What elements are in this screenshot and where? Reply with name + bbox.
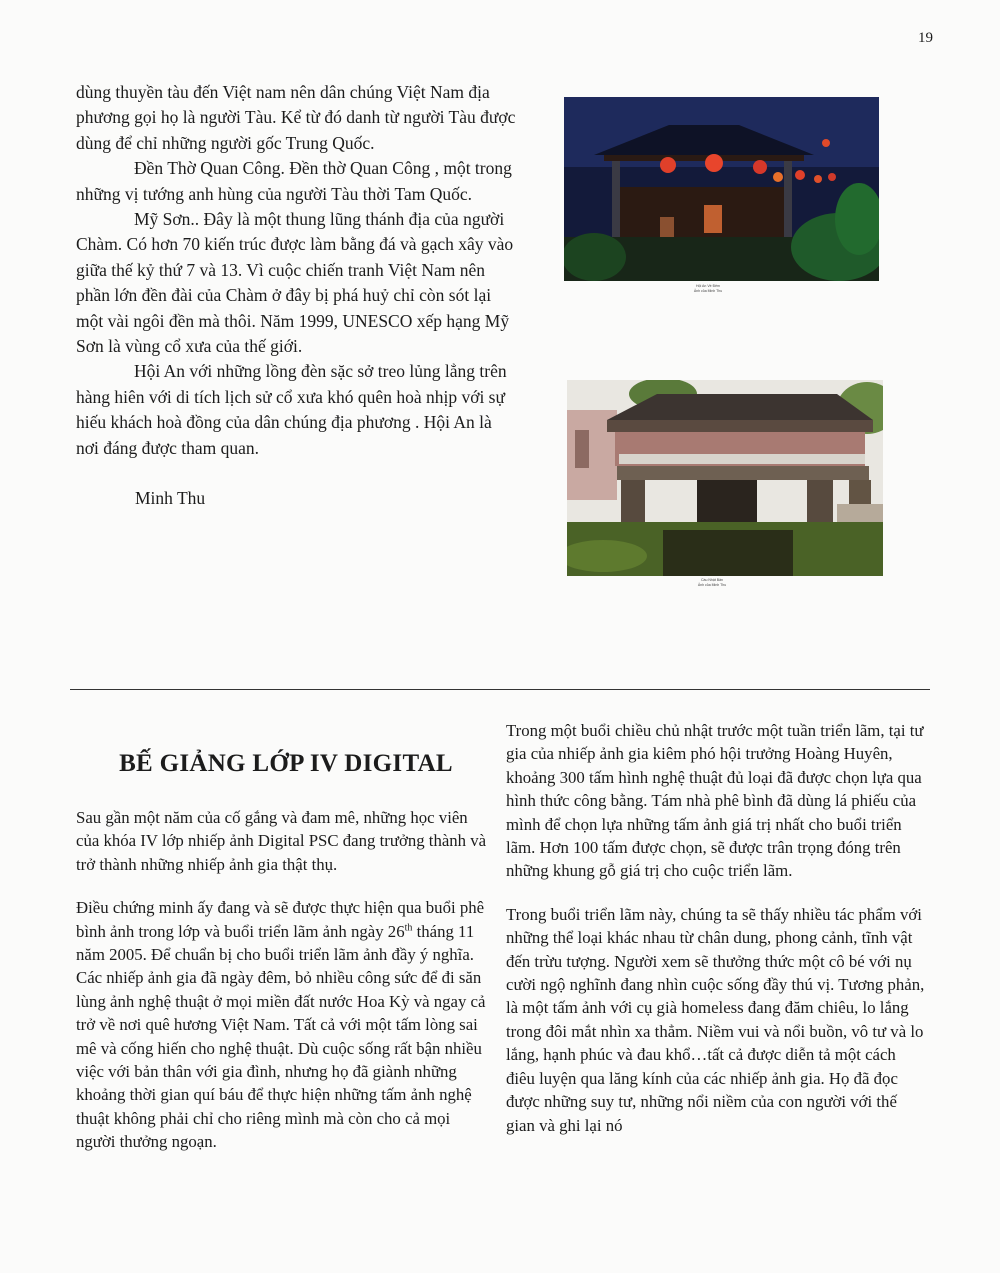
photo-caption-1-line2: Ảnh của Minh Thu — [693, 289, 723, 293]
page-number: 19 — [918, 30, 933, 46]
signature: Minh Thu — [135, 488, 206, 509]
article-title: BẾ GIẢNG LỚP IV DIGITAL — [119, 750, 453, 777]
article-right-column — [506, 719, 926, 1157]
photo-japanese-bridge — [567, 380, 883, 576]
article-paragraph-3: Trong một buổi chiều chủ nhật trước một tuần triển lãm, tại tư gia của nhiếp ảnh gia kiêm phó hội trưởng Hoàng Huyên, khoảng 300 tấm hình nghệ thuật đủ loại đã được chọn lựa qua hình thức công bằng. Tám nhà phê bình đã dùng lá phiếu của mình để chọn lựa những tấm ảnh giá trị nhất cho buổi triển lãm. Hơn 100 tấm được chọn, sẽ được trân trọng đóng trên những khung gỗ giá trị cho cuộc triển lãm. — [506, 721, 924, 881]
photo-caption-1-line1: Hội An Về Đêm — [696, 284, 720, 288]
top-paragraph-3: Mỹ Sơn.. Đây là một thung lũng thánh địa của người Chàm. Có hơn 70 kiến trúc được làm bằng đá và gạch xây vào giữa thế kỷ thứ 7 và 13. Vì cuộc chiến tranh Việt Nam nên phần lớn đền đài của Chàm ở đây bị phá huỷ chỉ còn sót lại một vài ngôi đền mà thôi. Năm 1999, UNESCO xếp hạng Mỹ Sơn là vùng cổ xưa của thế giới. — [76, 209, 514, 357]
article-paragraph-1: Sau gần một năm của cố gắng và đam mê, những học viên của khóa IV lớp nhiếp ảnh Digital PSC đang trưởng thành và trở thành những nhiếp ảnh gia thật thụ. — [76, 808, 487, 874]
article-paragraph-2-part-b: tháng 11 năm 2005. Để chuẩn bị cho buổi triển lãm ảnh đầy ý nghĩa. Các nhiếp ảnh gia đã ngày đêm, bỏ nhiều công sức để đi săn lùng ảnh nghệ thuật ở mọi miền đất nước Hoa Kỳ và ngay cả trở về nơi quê hương Việt Nam. Tất cả với một tấm lòng sai mê và cống hiến cho nghệ thuật. Dù cuộc sống rất bận nhiều việc với bản thân với gia đình, nhưng họ đã giành những khoảng thời gian quí báu để thực hiện những tấm ảnh nghệ thuật không phải chỉ cho riêng mình mà còn cho cả mọi người thưởng ngoạn. — [76, 921, 486, 1152]
top-paragraph-4: Hội An với những lồng đèn sặc sở treo lủng lẳng trên hàng hiên với di tích lịch sử cổ xưa khó quên hoà nhịp với sự hiếu khách hoà đồng của dân chúng địa phương . Hội An là nơi đáng được tham quan. — [76, 361, 507, 458]
photo-caption-2 — [652, 578, 772, 588]
photo-hoi-an-night — [564, 97, 879, 281]
top-article — [76, 80, 516, 512]
ordinal-suffix: th — [404, 922, 413, 934]
top-paragraph-2: Đền Thờ Quan Công. Đền thờ Quan Công , một trong những vị tướng anh hùng của người Tàu thời Tam Quốc. — [76, 158, 512, 204]
article-paragraph-4: Trong buổi triển lãm này, chúng ta sẽ thấy nhiều tác phẩm với những thể loại khác nhau từ chân dung, phong cảnh, tĩnh vật đến trừu tượng. Người xem sẽ thưởng thức một cô bé với nụ cười ngộ nghĩnh đang nhìn cuộc sống đầy thú vị. Tương phản, là một tấm ảnh với cụ già homeless đang đăm chiêu, lo lắng trong đôi mắt nhìn xa thẳm. Niềm vui và nổi buồn, vô tư và lo lắng, hạnh phúc và đau khổ…tất cả được diễn tả một cách điêu luyện qua lăng kính của các nhiếp ảnh gia. Họ đã đọc được những suy tư, những nổi niềm của con người với thế gian và ghi lại nó — [506, 904, 925, 1135]
article-paragraph-2-part-a: Điều chứng minh ấy đang và sẽ được thực hiện qua buổi phê bình ảnh trong lớp và buổi triển lãm ảnh ngày 26 — [76, 898, 485, 941]
top-paragraph-1: dùng thuyền tàu đến Việt nam nên dân chúng Việt Nam địa phương gọi họ là người Tàu. Kể từ đó danh từ người Tàu được dùng để chỉ những người gốc Trung Quốc. — [76, 82, 516, 153]
section-divider — [70, 689, 930, 690]
article-paragraph-2 — [76, 896, 492, 1153]
photo-caption-2-line2: Ảnh của Minh Thu — [697, 583, 727, 587]
article-left-column — [76, 806, 492, 1174]
photo-caption-2-line1: Cầu Nhật Bản — [701, 578, 723, 582]
photo-caption-1 — [648, 284, 768, 294]
